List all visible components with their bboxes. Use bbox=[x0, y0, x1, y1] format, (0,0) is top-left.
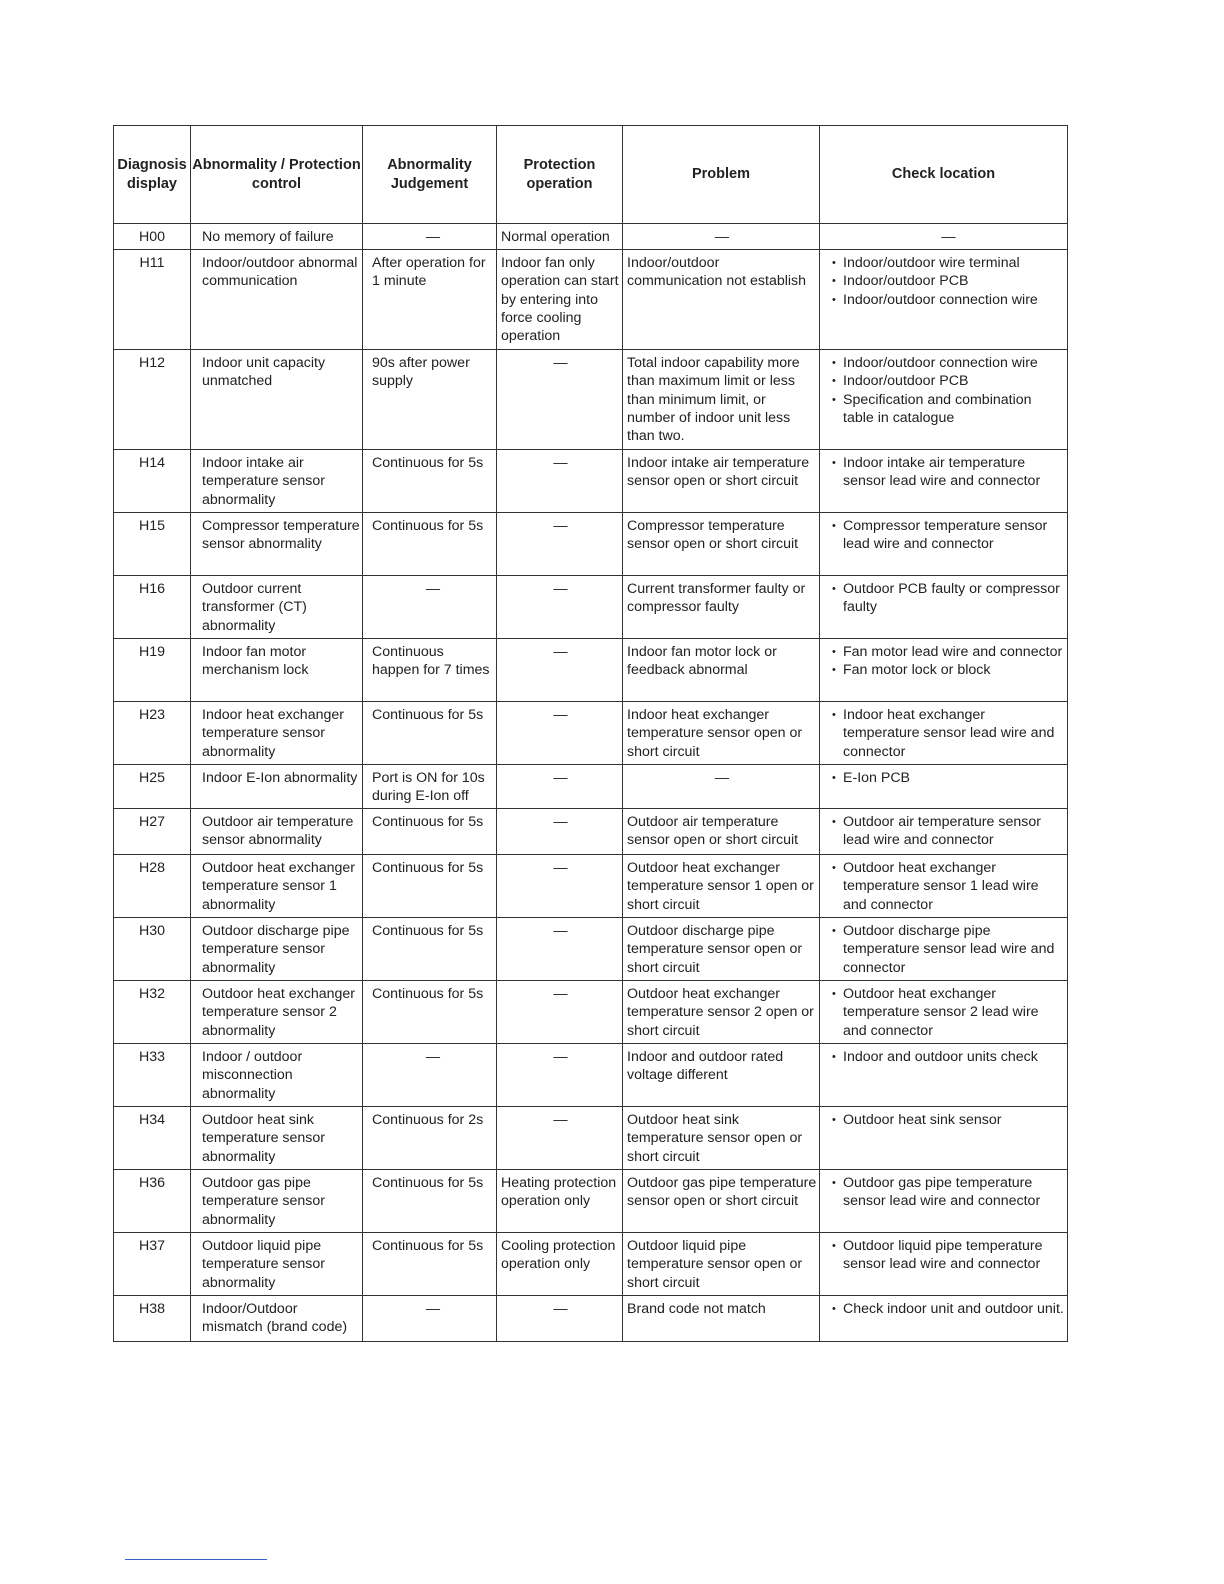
judgement-cell-text: Continuous for 5s bbox=[372, 860, 484, 876]
problem-cell-text: Compressor temperature sensor open or short circuit bbox=[627, 518, 799, 553]
problem-cell-text: Indoor heat exchanger temperature sensor open or short circuit bbox=[627, 707, 803, 760]
problem-cell-text: Outdoor heat exchanger temperature sensor 2 open or short circuit bbox=[627, 986, 814, 1039]
judgement-cell-text: Continuous for 5s bbox=[372, 814, 484, 830]
protection-cell bbox=[497, 450, 623, 513]
protection-cell-text: Normal operation bbox=[501, 229, 610, 245]
header-problem: Problem bbox=[623, 126, 820, 224]
problem-cell bbox=[623, 1044, 820, 1107]
diagnosis-code-cell-text: H34 bbox=[138, 1112, 166, 1128]
diagnosis-code-cell-text: H25 bbox=[138, 770, 166, 786]
protection-cell-text: — bbox=[553, 814, 568, 830]
table-header-row bbox=[114, 126, 1068, 224]
protection-cell-text: — bbox=[553, 707, 568, 723]
diagnosis-code-cell bbox=[114, 765, 191, 809]
abnormality-cell bbox=[191, 1233, 363, 1296]
check-item: • Indoor heat exchanger temperature sensor lead wire and connector bbox=[832, 706, 1065, 761]
check-location-cell bbox=[820, 350, 1068, 450]
diagnosis-code-cell bbox=[114, 855, 191, 918]
check-item: • Outdoor gas pipe temperature sensor lead wire and connector bbox=[832, 1174, 1065, 1211]
abnormality-cell bbox=[191, 1107, 363, 1170]
check-location-cell bbox=[820, 765, 1068, 809]
problem-cell bbox=[623, 513, 820, 576]
judgement-cell bbox=[363, 765, 497, 809]
check-location-cell bbox=[820, 855, 1068, 918]
protection-cell-text: — bbox=[553, 860, 568, 876]
problem-cell-text: Outdoor heat exchanger temperature sensor 1 open or short circuit bbox=[627, 860, 814, 913]
protection-cell-text: — bbox=[553, 923, 568, 939]
protection-cell bbox=[497, 809, 623, 855]
check-list bbox=[832, 813, 1065, 850]
diagnosis-code-cell-text: H33 bbox=[138, 1049, 166, 1065]
table-row bbox=[114, 350, 1068, 450]
table-row bbox=[114, 1107, 1068, 1170]
judgement-cell bbox=[363, 1044, 497, 1107]
judgement-cell bbox=[363, 1296, 497, 1342]
abnormality-cell bbox=[191, 809, 363, 855]
check-item: • E-Ion PCB bbox=[832, 769, 1065, 787]
abnormality-cell-text: Outdoor air temperature sensor abnormality bbox=[202, 814, 354, 849]
abnormality-cell bbox=[191, 576, 363, 639]
diagnosis-code-cell bbox=[114, 250, 191, 350]
abnormality-cell bbox=[191, 639, 363, 702]
diagnosis-code-cell-text: H00 bbox=[138, 229, 166, 245]
problem-cell-text: — bbox=[714, 229, 730, 245]
table-row bbox=[114, 981, 1068, 1044]
abnormality-cell bbox=[191, 513, 363, 576]
diagnosis-code-cell-text: H12 bbox=[138, 355, 166, 371]
problem-cell bbox=[623, 224, 820, 250]
diagnosis-code-cell bbox=[114, 1044, 191, 1107]
abnormality-cell bbox=[191, 224, 363, 250]
header-diagnosis-display: Diagnosis display bbox=[114, 126, 191, 224]
protection-cell bbox=[497, 981, 623, 1044]
protection-cell bbox=[497, 1044, 623, 1107]
abnormality-cell-text: Outdoor heat exchanger temperature sensor 1 abnormality bbox=[202, 860, 356, 913]
diagnosis-code-cell bbox=[114, 350, 191, 450]
judgement-cell-text: Continuous happen for 7 times bbox=[372, 644, 490, 679]
protection-cell bbox=[497, 855, 623, 918]
judgement-cell bbox=[363, 450, 497, 513]
abnormality-cell bbox=[191, 1296, 363, 1342]
diagnosis-code-cell-text: H37 bbox=[138, 1238, 166, 1254]
problem-cell bbox=[623, 639, 820, 702]
diagnosis-code-cell-text: H14 bbox=[138, 455, 166, 471]
judgement-cell bbox=[363, 350, 497, 450]
diagnosis-code-cell-text: H16 bbox=[138, 581, 166, 597]
problem-cell bbox=[623, 702, 820, 765]
protection-cell bbox=[497, 702, 623, 765]
problem-cell-text: Indoor intake air temperature sensor open or short circuit bbox=[627, 455, 810, 490]
table-row bbox=[114, 809, 1068, 855]
table-row bbox=[114, 250, 1068, 350]
check-item: • Check indoor unit and outdoor unit. bbox=[832, 1300, 1065, 1318]
check-list bbox=[832, 1174, 1065, 1211]
header-abnormality: Abnormality / Protection control bbox=[191, 126, 363, 224]
protection-cell-text: — bbox=[553, 455, 568, 471]
abnormality-cell-text: Indoor fan motor merchanism lock bbox=[202, 644, 309, 679]
judgement-cell bbox=[363, 1107, 497, 1170]
abnormality-cell bbox=[191, 918, 363, 981]
abnormality-cell bbox=[191, 450, 363, 513]
table-row bbox=[114, 765, 1068, 809]
table-row bbox=[114, 1044, 1068, 1107]
abnormality-cell bbox=[191, 1044, 363, 1107]
check-item: • Outdoor heat exchanger temperature sensor 1 lead wire and connector bbox=[832, 859, 1065, 914]
problem-cell-text: Outdoor discharge pipe temperature sensor open or short circuit bbox=[627, 923, 803, 976]
check-location-cell bbox=[820, 513, 1068, 576]
protection-cell bbox=[497, 350, 623, 450]
problem-cell-text: Indoor and outdoor rated voltage different bbox=[627, 1049, 784, 1084]
table-row bbox=[114, 855, 1068, 918]
protection-cell bbox=[497, 639, 623, 702]
judgement-cell-text: Continuous for 5s bbox=[372, 1175, 484, 1191]
abnormality-cell-text: Indoor/outdoor abnormal communication bbox=[202, 255, 358, 290]
problem-cell-text: Current transformer faulty or compressor faulty bbox=[627, 581, 806, 616]
judgement-cell bbox=[363, 918, 497, 981]
diagnosis-code-cell bbox=[114, 1233, 191, 1296]
check-location-cell bbox=[820, 809, 1068, 855]
check-location-cell bbox=[820, 576, 1068, 639]
check-item: • Indoor and outdoor units check bbox=[832, 1048, 1065, 1066]
diagnosis-code-cell bbox=[114, 1170, 191, 1233]
protection-cell bbox=[497, 918, 623, 981]
header-judgement: Abnormality Judgement bbox=[363, 126, 497, 224]
check-list bbox=[832, 254, 1065, 309]
check-item: • Outdoor heat sink sensor bbox=[832, 1111, 1065, 1129]
abnormality-cell-text: Indoor E-Ion abnormality bbox=[202, 770, 358, 786]
header-check-location: Check location bbox=[820, 126, 1068, 224]
judgement-cell-text: Continuous for 5s bbox=[372, 986, 484, 1002]
table-row bbox=[114, 224, 1068, 250]
diagnosis-code-cell bbox=[114, 809, 191, 855]
table-row bbox=[114, 918, 1068, 981]
judgement-cell bbox=[363, 981, 497, 1044]
abnormality-cell bbox=[191, 250, 363, 350]
problem-cell-text: Total indoor capability more than maximum limit or less than minimum limit, or number of indoor unit less than two. bbox=[627, 355, 800, 445]
abnormality-cell bbox=[191, 981, 363, 1044]
abnormality-cell-text: Indoor heat exchanger temperature sensor abnormality bbox=[202, 707, 344, 760]
protection-cell bbox=[497, 1107, 623, 1170]
check-item: • Fan motor lock or block bbox=[832, 661, 1065, 679]
check-item: • Indoor/outdoor wire terminal bbox=[832, 254, 1065, 272]
protection-cell-text: Cooling protection operation only bbox=[501, 1238, 616, 1273]
problem-cell-text: Brand code not match bbox=[627, 1301, 766, 1317]
check-location-cell bbox=[820, 1296, 1068, 1342]
check-list bbox=[832, 922, 1065, 977]
diagnosis-code-cell bbox=[114, 639, 191, 702]
judgement-cell bbox=[363, 639, 497, 702]
check-list bbox=[832, 1048, 1065, 1066]
diagnosis-code-cell bbox=[114, 513, 191, 576]
table-row bbox=[114, 1170, 1068, 1233]
diagnosis-code-cell-text: H27 bbox=[138, 814, 166, 830]
table-row bbox=[114, 702, 1068, 765]
judgement-cell bbox=[363, 224, 497, 250]
diagnosis-code-cell bbox=[114, 702, 191, 765]
table-row bbox=[114, 1296, 1068, 1342]
diagnosis-code-cell-text: H36 bbox=[138, 1175, 166, 1191]
judgement-cell-text: — bbox=[425, 1301, 441, 1317]
problem-cell bbox=[623, 450, 820, 513]
check-item: • Compressor temperature sensor lead wire and connector bbox=[832, 517, 1065, 554]
judgement-cell-text: Port is ON for 10s during E-Ion off bbox=[372, 770, 485, 805]
check-item: • Indoor/outdoor connection wire bbox=[832, 291, 1065, 309]
diagnosis-code-cell bbox=[114, 918, 191, 981]
check-location-text: — bbox=[941, 229, 956, 245]
problem-cell-text: Outdoor gas pipe temperature sensor open or short circuit bbox=[627, 1175, 817, 1210]
problem-cell bbox=[623, 576, 820, 639]
abnormality-cell bbox=[191, 765, 363, 809]
check-list bbox=[832, 643, 1065, 680]
abnormality-cell-text: Indoor/Outdoor mismatch (brand code) bbox=[202, 1301, 348, 1336]
check-list bbox=[832, 1111, 1065, 1129]
problem-cell-text: Outdoor air temperature sensor open or short circuit bbox=[627, 814, 799, 849]
check-list bbox=[832, 454, 1065, 491]
problem-cell bbox=[623, 809, 820, 855]
judgement-cell-text: Continuous for 5s bbox=[372, 1238, 484, 1254]
check-list bbox=[832, 580, 1065, 617]
diagnosis-code-cell-text: H38 bbox=[138, 1301, 166, 1317]
diagnosis-code-cell bbox=[114, 576, 191, 639]
table-row bbox=[114, 1233, 1068, 1296]
check-item: • Outdoor liquid pipe temperature sensor lead wire and connector bbox=[832, 1237, 1065, 1274]
judgement-cell-text: 90s after power supply bbox=[372, 355, 470, 390]
check-item: • Indoor/outdoor PCB bbox=[832, 272, 1065, 290]
problem-cell bbox=[623, 918, 820, 981]
protection-cell bbox=[497, 513, 623, 576]
problem-cell-text: Outdoor heat sink temperature sensor open or short circuit bbox=[627, 1112, 803, 1165]
protection-cell bbox=[497, 1170, 623, 1233]
judgement-cell-text: — bbox=[425, 581, 441, 597]
judgement-cell-text: Continuous for 5s bbox=[372, 518, 484, 534]
protection-cell-text: — bbox=[553, 986, 568, 1002]
table-row bbox=[114, 450, 1068, 513]
abnormality-cell bbox=[191, 855, 363, 918]
protection-cell-text: — bbox=[553, 770, 568, 786]
diagnosis-code-cell-text: H30 bbox=[138, 923, 166, 939]
check-item: • Outdoor heat exchanger temperature sensor 2 lead wire and connector bbox=[832, 985, 1065, 1040]
table-row bbox=[114, 576, 1068, 639]
check-item: • Outdoor air temperature sensor lead wire and connector bbox=[832, 813, 1065, 850]
check-location-cell bbox=[820, 918, 1068, 981]
problem-cell-text: Indoor fan motor lock or feedback abnormal bbox=[627, 644, 777, 679]
judgement-cell bbox=[363, 702, 497, 765]
check-list bbox=[832, 706, 1065, 761]
table-row bbox=[114, 639, 1068, 702]
check-list bbox=[832, 769, 1065, 787]
judgement-cell-text: — bbox=[425, 229, 441, 245]
check-location-cell bbox=[820, 1044, 1068, 1107]
protection-cell-text: Heating protection operation only bbox=[501, 1175, 617, 1210]
judgement-cell-text: Continuous for 5s bbox=[372, 707, 484, 723]
diagnosis-code-cell bbox=[114, 224, 191, 250]
check-location-cell bbox=[820, 1233, 1068, 1296]
judgement-cell bbox=[363, 809, 497, 855]
abnormality-cell-text: Compressor temperature sensor abnormality bbox=[202, 518, 360, 553]
header-protection: Protection operation bbox=[497, 126, 623, 224]
abnormality-cell bbox=[191, 702, 363, 765]
check-list bbox=[832, 354, 1065, 427]
protection-cell-text: — bbox=[553, 1049, 568, 1065]
abnormality-cell-text: Outdoor heat sink temperature sensor abnormality bbox=[202, 1112, 326, 1165]
check-list bbox=[832, 859, 1065, 914]
diagnosis-code-cell-text: H32 bbox=[138, 986, 166, 1002]
judgement-cell-text: Continuous for 2s bbox=[372, 1112, 484, 1128]
footer-rule bbox=[125, 1559, 267, 1560]
diagnosis-code-cell-text: H19 bbox=[138, 644, 166, 660]
abnormality-cell-text: Indoor intake air temperature sensor abnormality bbox=[202, 455, 326, 508]
problem-cell bbox=[623, 981, 820, 1044]
table-body bbox=[114, 224, 1068, 1342]
judgement-cell bbox=[363, 1170, 497, 1233]
judgement-cell bbox=[363, 250, 497, 350]
check-location-cell bbox=[820, 639, 1068, 702]
problem-cell bbox=[623, 855, 820, 918]
check-item: • Specification and combination table in catalogue bbox=[832, 391, 1065, 428]
abnormality-cell-text: Outdoor discharge pipe temperature sensor abnormality bbox=[202, 923, 350, 976]
check-location-cell bbox=[820, 981, 1068, 1044]
diagnosis-code-cell-text: H23 bbox=[138, 707, 166, 723]
abnormality-cell-text: Outdoor gas pipe temperature sensor abnormality bbox=[202, 1175, 326, 1228]
check-location-cell bbox=[820, 1107, 1068, 1170]
table-row bbox=[114, 513, 1068, 576]
judgement-cell-text: Continuous for 5s bbox=[372, 923, 484, 939]
diagnosis-code-cell bbox=[114, 450, 191, 513]
check-list bbox=[832, 985, 1065, 1040]
check-list bbox=[832, 517, 1065, 554]
diagnosis-code-cell bbox=[114, 1107, 191, 1170]
abnormality-cell-text: Indoor unit capacity unmatched bbox=[202, 355, 326, 390]
abnormality-cell bbox=[191, 1170, 363, 1233]
problem-cell-text: — bbox=[714, 770, 730, 786]
diagnosis-table bbox=[113, 125, 1068, 1342]
protection-cell-text: Indoor fan only operation can start by entering into force cooling operation bbox=[501, 255, 619, 345]
judgement-cell-text: Continuous for 5s bbox=[372, 455, 484, 471]
problem-cell-text: Outdoor liquid pipe temperature sensor open or short circuit bbox=[627, 1238, 803, 1291]
protection-cell-text: — bbox=[553, 1301, 568, 1317]
abnormality-cell-text: Outdoor heat exchanger temperature sensor 2 abnormality bbox=[202, 986, 356, 1039]
problem-cell-text: Indoor/outdoor communication not establish bbox=[627, 255, 807, 290]
judgement-cell-text: — bbox=[425, 1049, 441, 1065]
protection-cell bbox=[497, 1233, 623, 1296]
protection-cell-text: — bbox=[553, 644, 568, 660]
judgement-cell bbox=[363, 513, 497, 576]
problem-cell bbox=[623, 250, 820, 350]
protection-cell bbox=[497, 765, 623, 809]
diagnosis-code-cell-text: H15 bbox=[138, 518, 166, 534]
check-item: • Outdoor discharge pipe temperature sensor lead wire and connector bbox=[832, 922, 1065, 977]
judgement-cell bbox=[363, 855, 497, 918]
problem-cell bbox=[623, 1107, 820, 1170]
check-item: • Indoor/outdoor connection wire bbox=[832, 354, 1065, 372]
judgement-cell-text: After operation for 1 minute bbox=[372, 255, 486, 290]
abnormality-cell-text: No memory of failure bbox=[202, 229, 334, 245]
protection-cell-text: — bbox=[553, 581, 568, 597]
check-location-cell bbox=[820, 224, 1068, 250]
check-item: • Indoor intake air temperature sensor lead wire and connector bbox=[832, 454, 1065, 491]
check-item: • Fan motor lead wire and connector bbox=[832, 643, 1065, 661]
protection-cell bbox=[497, 250, 623, 350]
check-location-cell bbox=[820, 1170, 1068, 1233]
problem-cell bbox=[623, 765, 820, 809]
check-item: • Indoor/outdoor PCB bbox=[832, 372, 1065, 390]
check-location-cell bbox=[820, 250, 1068, 350]
protection-cell bbox=[497, 576, 623, 639]
problem-cell bbox=[623, 1170, 820, 1233]
diagnosis-code-cell bbox=[114, 981, 191, 1044]
problem-cell bbox=[623, 1296, 820, 1342]
abnormality-cell-text: Outdoor liquid pipe temperature sensor abnormality bbox=[202, 1238, 326, 1291]
problem-cell bbox=[623, 1233, 820, 1296]
protection-cell bbox=[497, 1296, 623, 1342]
check-list bbox=[832, 1300, 1065, 1318]
protection-cell-text: — bbox=[553, 518, 568, 534]
judgement-cell bbox=[363, 1233, 497, 1296]
problem-cell bbox=[623, 350, 820, 450]
diagnosis-code-cell-text: H28 bbox=[138, 860, 166, 876]
abnormality-cell-text: Outdoor current transformer (CT) abnormality bbox=[202, 581, 307, 634]
diagnosis-code-cell-text: H11 bbox=[139, 255, 165, 271]
check-item: • Outdoor PCB faulty or compressor faulty bbox=[832, 580, 1065, 617]
judgement-cell bbox=[363, 576, 497, 639]
protection-cell bbox=[497, 224, 623, 250]
abnormality-cell-text: Indoor / outdoor misconnection abnormality bbox=[202, 1049, 303, 1102]
protection-cell-text: — bbox=[553, 1112, 568, 1128]
abnormality-cell bbox=[191, 350, 363, 450]
check-list bbox=[832, 1237, 1065, 1274]
diagnosis-code-cell bbox=[114, 1296, 191, 1342]
protection-cell-text: — bbox=[553, 355, 568, 371]
check-location-cell bbox=[820, 450, 1068, 513]
check-location-cell bbox=[820, 702, 1068, 765]
